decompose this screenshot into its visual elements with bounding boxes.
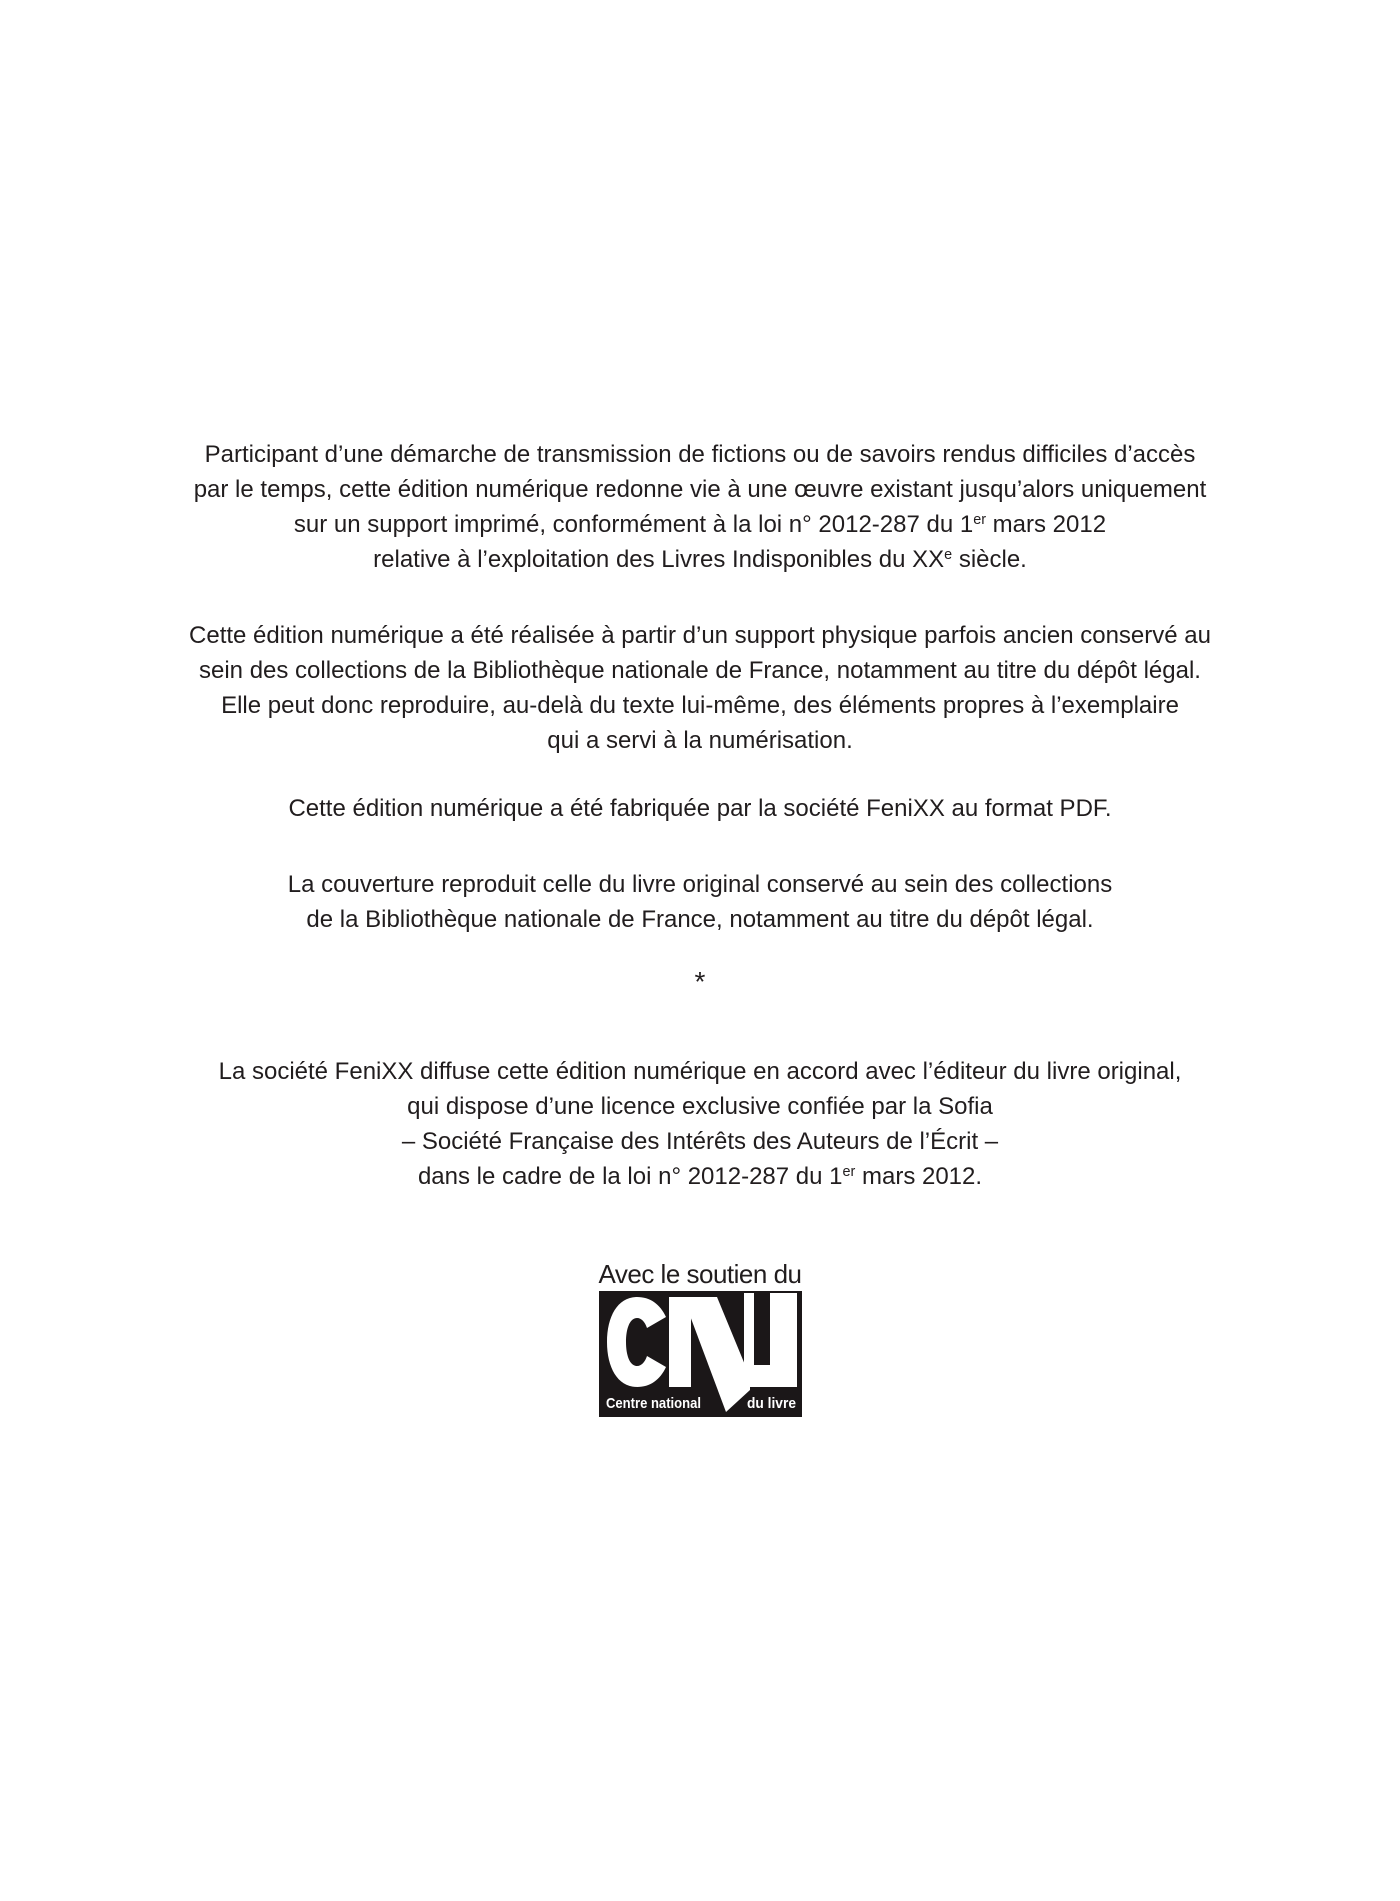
cnl-caption-left: Centre national [605,1395,701,1412]
cnl-logo [599,1291,802,1417]
paragraph-source-notice [0,618,1400,758]
text-line: – Société Française des Intérêts des Auteurs de l’Écrit – [401,1128,999,1155]
text-line: Elle peut donc reproduire, au-delà du texte lui-même, des éléments propres à l’exemplaire [221,692,1179,719]
text-line: sur un support imprimé, conformément à la loi n° 2012-287 du 1er mars 2012 [293,511,1107,538]
paragraph-cover-notice [0,867,1400,937]
text-line: qui dispose d’une licence exclusive confiée par la Sofia [407,1093,993,1120]
text-line: Participant d’une démarche de transmission de fictions ou de savoirs rendus difficiles d’accès [204,441,1196,468]
cnl-caption-right: du livre [746,1395,796,1412]
paragraph-fabrication-notice [0,791,1400,826]
text-line: relative à l’exploitation des Livres Indisponibles du XXe siècle. [373,546,1027,573]
cnl-letter-n-stem [669,1297,691,1387]
text-line: La société FeniXX diffuse cette édition numérique en accord avec l’éditeur du livre original, [218,1058,1182,1085]
text-line: de la Bibliothèque nationale de France, notamment au titre du dépôt légal. [306,906,1094,933]
asterisk-separator: * [694,966,706,997]
text-line: Cette édition numérique a été fabriquée par la société FeniXX au format PDF. [288,795,1112,822]
support-label: Avec le soutien du [598,1259,802,1289]
paragraph-transmission-notice [0,0,1400,577]
text-line: qui a servi à la numérisation. [547,727,853,754]
text-line: dans le cadre de la loi n° 2012-287 du 1er mars 2012. [417,1163,983,1190]
text-line: Cette édition numérique a été réalisée à partir d’un support physique parfois ancien conservé au [189,622,1211,649]
paragraph-diffusion-notice [0,1054,1400,1194]
text-line: La couverture reproduit celle du livre original conservé au sein des collections [287,871,1113,898]
text-line: par le temps, cette édition numérique redonne vie à une œuvre existant jusqu’alors uniquement [193,476,1207,503]
text-line: sein des collections de la Bibliothèque nationale de France, notamment au titre du dépôt légal. [199,657,1201,684]
cnl-letter-l-foot [744,1365,797,1387]
